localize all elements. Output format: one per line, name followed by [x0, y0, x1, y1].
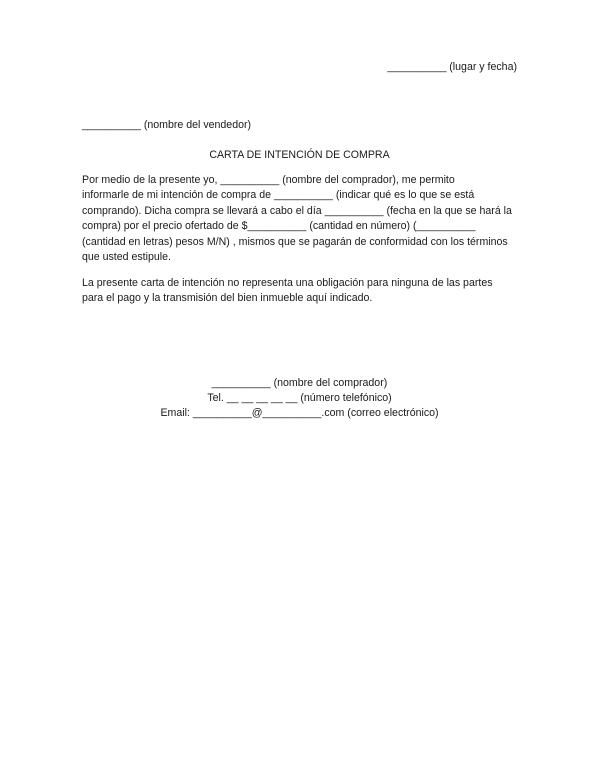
paragraph-line: Por medio de la presente yo, __________ (nombre del comprador), me permito: [82, 174, 455, 186]
vendor-name-line: __________ (nombre del vendedor): [82, 119, 252, 131]
phone-line: Tel. __ __ __ __ __ (número telefónico): [207, 391, 392, 404]
intent-paragraph: [82, 173, 522, 265]
disclaimer-paragraph: [82, 276, 522, 307]
paragraph-line: informarle de mi intención de compra de __________ (indicar qué es lo que se está: [82, 189, 475, 202]
buyer-name-line: __________ (nombre del comprador): [211, 377, 388, 389]
email-line: Email: __________@__________.com (correo electrónico): [160, 406, 439, 419]
signature-block: [0, 376, 599, 420]
paragraph-line: para el pago y la transmisión del bien inmueble aquí indicado.: [82, 292, 373, 305]
letter-title: CARTA DE INTENCIÓN DE COMPRA: [209, 149, 390, 161]
paragraph-line: compra) por el precio ofertado de $__________ (cantidad en número) (__________: [82, 220, 476, 233]
paragraph-line: (cantidad en letras) pesos M/N) , mismos que se pagarán de conformidad con los términos: [82, 235, 508, 248]
paragraph-line: La presente carta de intención no representa una obligación para ninguna de las partes: [82, 277, 493, 289]
paragraph-line: que usted estipule.: [82, 251, 171, 264]
place-date-line: __________ (lugar y fecha): [387, 61, 517, 73]
paragraph-line: comprando). Dicha compra se llevará a cabo el día __________ (fecha en la que se hará la: [82, 204, 512, 217]
